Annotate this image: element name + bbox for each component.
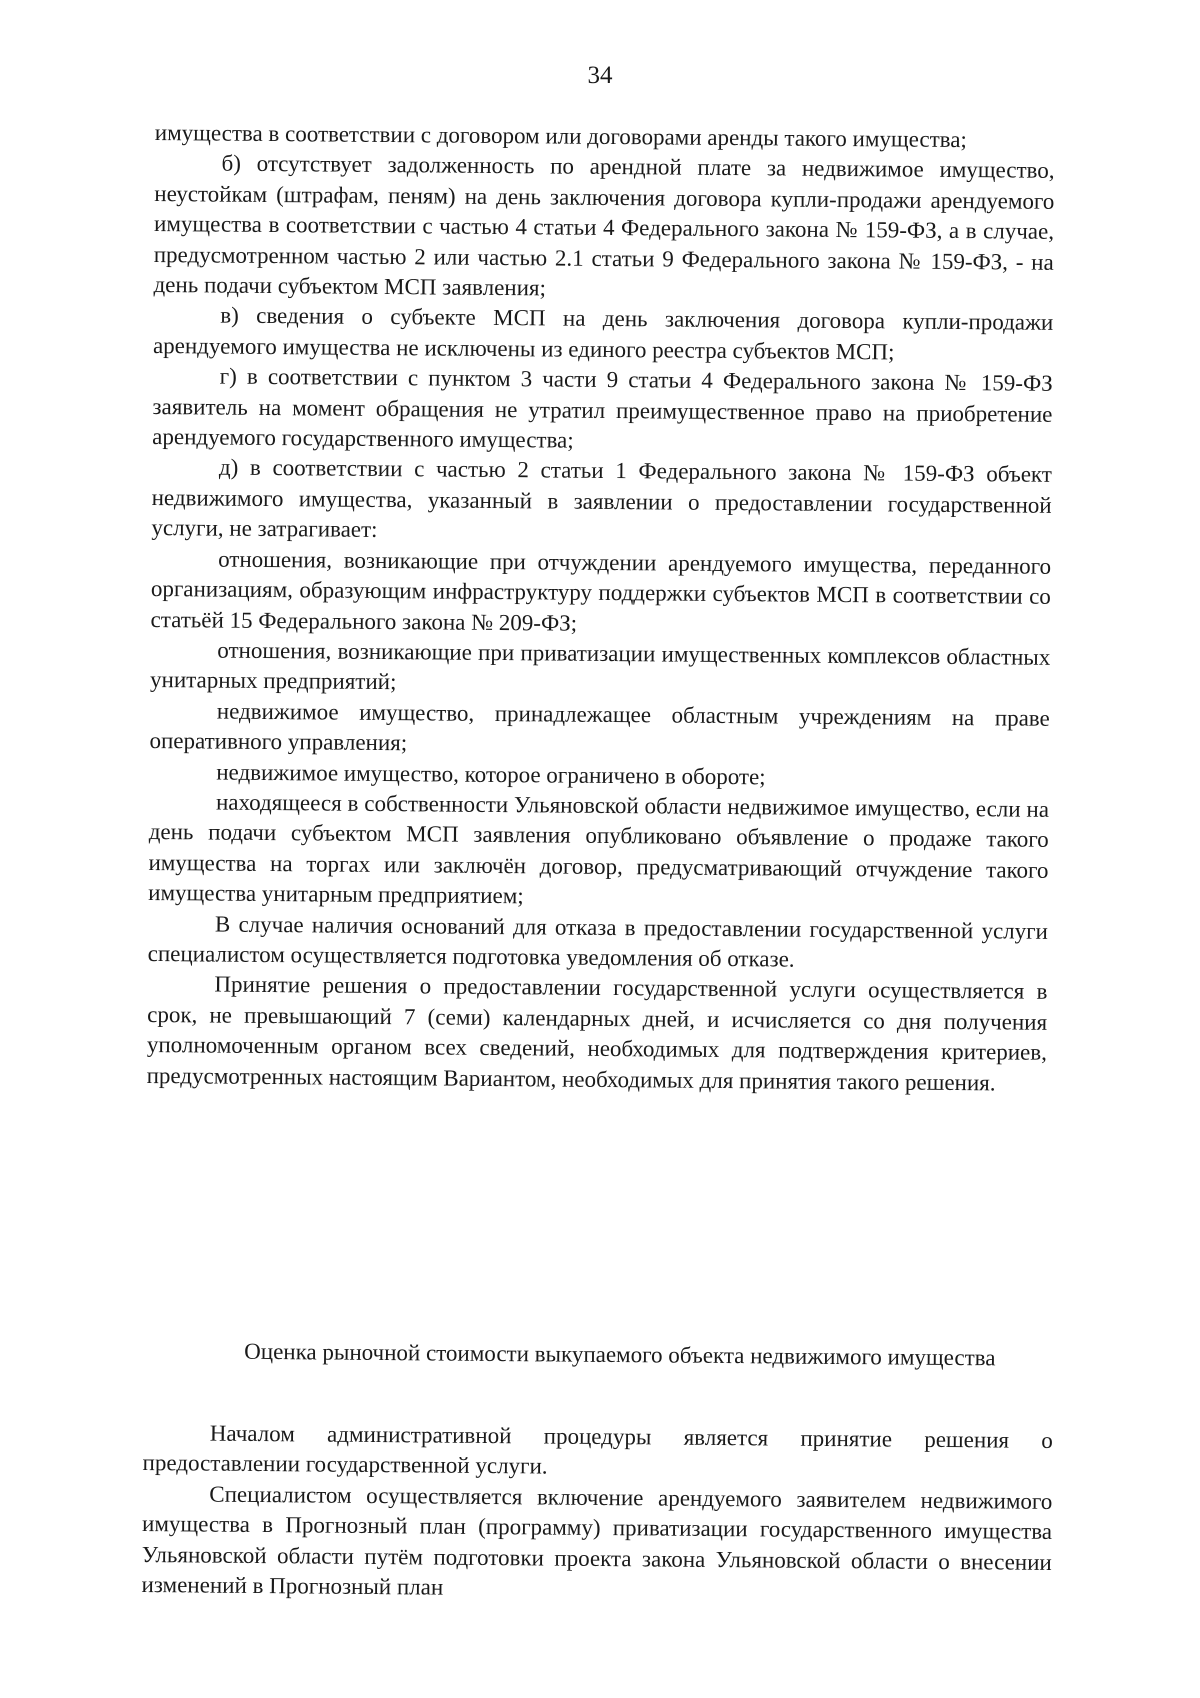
paragraph-item-b: б) отсутствует задолженность по арендной плате за недвижимое имущество, неустойкам (штрафам, пеням) на день заключения договора купли-продажи арендуемого имущества в соответствии с частью 4 статьи 4 Федерального закона № 159-ФЗ, а в случае, предусмотренном частью 2 или частью 2.1 статьи 9 Федерального закона № 159-ФЗ, - на день подачи субъектом МСП заявления; bbox=[153, 150, 1055, 301]
page-number: 34 bbox=[587, 62, 613, 89]
paragraph-exclusion-3: недвижимое имущество, принадлежащее областным учреждениям на праве оперативного управления; bbox=[149, 698, 1050, 756]
section-paragraph-plan: Специалистом осуществляется включение арендуемого заявителем недвижимого имущества в Прогнозный план (программу) приватизации государственного имущества Ульяновской области путём подготовки проекта закона Ульяновской области о внесении изменений в Прогнозный план bbox=[141, 1481, 1053, 1600]
paragraph-item-v: в) сведения о субъекте МСП на день заключения договора купли-продажи арендуемого имущества не исключены из единого реестра субъектов МСП; bbox=[152, 303, 1054, 365]
paragraph-exclusion-2: отношения, возникающие при приватизации имущественных комплексов областных унитарных предприятий; bbox=[149, 637, 1051, 695]
body-text bbox=[147, 118, 1055, 1099]
paragraph-decision-term: Принятие решения о предоставлении государственной услуги осуществляется в срок, не превышающий 7 (семи) календарных дней, и исчисляется со дня получения уполномоченным органом всех сведений, необходимых для подтверждения критериев, предусмотренных настоящим Вариантом, необходимых для принятия такого решения. bbox=[146, 971, 1048, 1095]
paragraph-item-g: г) в соответствии с пунктом 3 части 9 статьи 4 Федерального закона № 159-ФЗ заявитель на момент обращения не утратил преимущественное право на приобретение арендуемого государственного имущества; bbox=[152, 363, 1053, 453]
section-paragraph-start: Началом административной процедуры является принятие решения о предоставлении государственной услуги. bbox=[142, 1420, 1053, 1479]
paragraph-exclusion-1: отношения, возникающие при отчуждении арендуемого имущества, переданного организациям, образующим инфраструктуру поддержки субъектов МСП в соответствии со статьёй 15 Федерального закона № 209-ФЗ; bbox=[150, 546, 1052, 636]
paragraph-refusal: В случае наличия оснований для отказа в предоставлении государственной услуги специалистом осуществляется подготовка уведомления об отказе. bbox=[147, 911, 1049, 972]
paragraph-exclusion-5: находящееся в собственности Ульяновской области недвижимое имущество, если на день подачи субъектом МСП заявления опубликовано объявление о продаже такого имущества на торгах или заключён договор, предусматривающий отчуждение такого имущества унитарным предприятием; bbox=[148, 789, 1050, 909]
paragraph-item-d: д) в соответствии с частью 2 статьи 1 Федерального закона № 159-ФЗ объект недвижимого имущества, указанный в заявлении о предоставлении государственной услуги, не затрагивает: bbox=[151, 455, 1053, 543]
paragraph-exclusion-4: недвижимое имущество, которое ограничено в обороте; bbox=[216, 759, 766, 789]
section-heading: Оценка рыночной стоимости выкупаемого объекта недвижимого имущества bbox=[244, 1338, 996, 1371]
section-text bbox=[141, 1418, 1053, 1608]
paragraph-continuation: имущества в соответствии с договором или договорами аренды такого имущества; bbox=[154, 119, 967, 153]
